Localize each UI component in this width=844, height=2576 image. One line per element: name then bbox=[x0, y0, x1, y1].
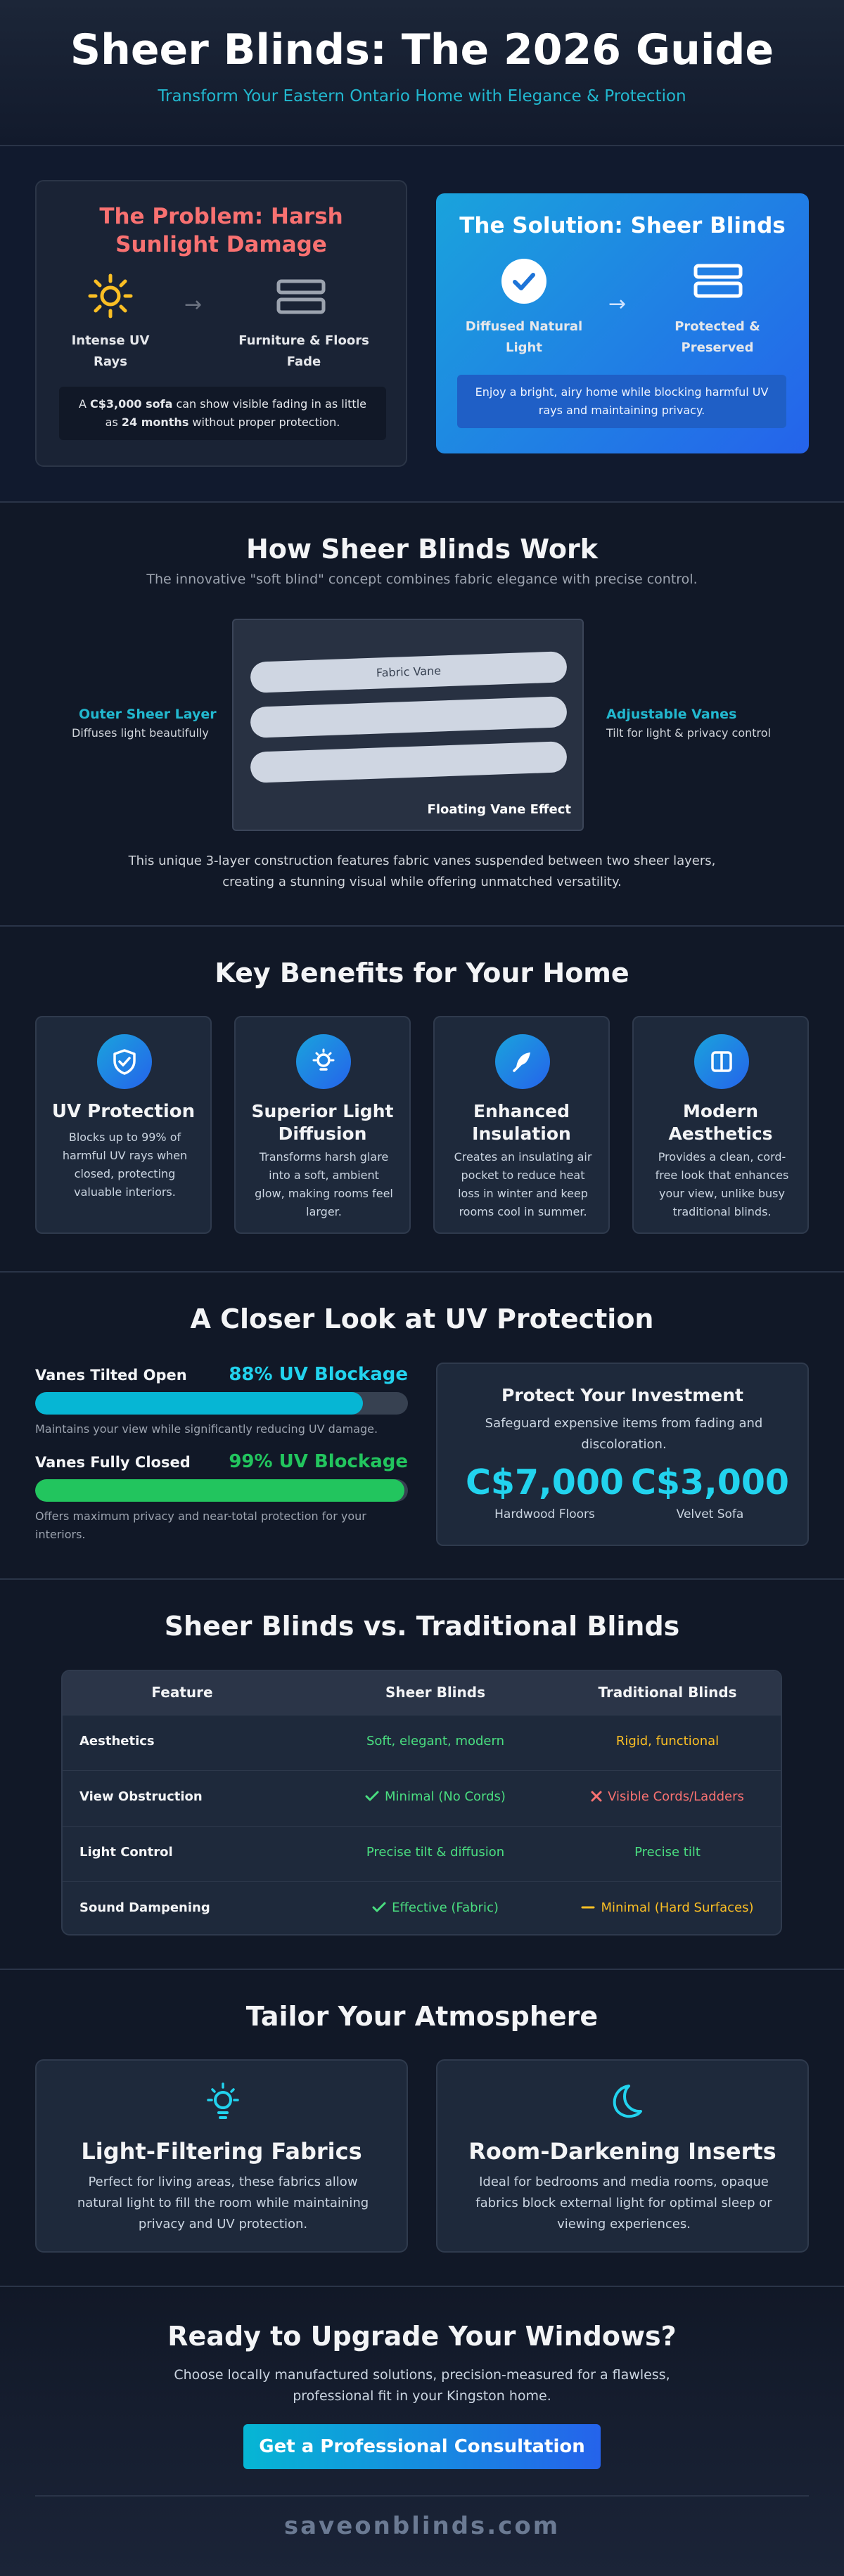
table-cell-sheer: Soft, elegant, modern bbox=[366, 1734, 504, 1749]
blinds-icon bbox=[693, 264, 743, 299]
comparison-title: Sheer Blinds vs. Traditional Blinds bbox=[164, 1611, 680, 1642]
solution-item-protected: Protected & Preserved bbox=[674, 319, 760, 355]
minus-icon bbox=[581, 1900, 601, 1915]
problem-note-text: A bbox=[79, 397, 91, 411]
table-row bbox=[63, 1715, 781, 1770]
uv-bar-open-fill bbox=[35, 1392, 363, 1415]
tailor-section bbox=[0, 1970, 844, 2287]
column-header: Feature bbox=[151, 1684, 213, 1701]
fabric-vane bbox=[250, 651, 567, 693]
arrow-right-icon: → bbox=[608, 292, 627, 316]
blind-diagram bbox=[232, 619, 584, 831]
room-darkening-text: Ideal for bedrooms and media rooms, opaque fabrics block external light for optimal sleep or viewing experiences. bbox=[475, 2175, 772, 2232]
cta-title: Ready to Upgrade Your Windows? bbox=[167, 2321, 677, 2352]
how-it-works-section bbox=[0, 503, 844, 927]
light-filtering-title: Light-Filtering Fabrics bbox=[81, 2138, 362, 2165]
table-cell-sheer: Precise tilt & diffusion bbox=[366, 1845, 505, 1860]
problem-item-fade: Furniture & Floors Fade bbox=[238, 333, 369, 369]
feather-icon bbox=[495, 1034, 550, 1089]
invest-card bbox=[436, 1363, 809, 1546]
bar-open-value: 88% UV Blockage bbox=[229, 1364, 408, 1385]
x-icon bbox=[591, 1789, 608, 1804]
invest-title: Protect Your Investment bbox=[501, 1385, 743, 1405]
uv-bar-closed bbox=[35, 1479, 408, 1502]
benefit-text: Provides a clean, cord-free look that enhances your view, unlike busy traditional blinds. bbox=[655, 1150, 789, 1218]
problem-note bbox=[59, 387, 386, 440]
bar-closed-label: Vanes Fully Closed bbox=[35, 1454, 191, 1471]
benefit-text: Blocks up to 99% of harmful UV rays when closed, protecting valuable interiors. bbox=[62, 1131, 188, 1199]
problem-note-text: without proper protection. bbox=[188, 416, 340, 429]
benefit-title: UV Protection bbox=[51, 1101, 196, 1122]
benefit-title: Modern Aesthetics bbox=[668, 1101, 773, 1144]
bar-closed-value: 99% UV Blockage bbox=[229, 1451, 408, 1472]
table-cell-text: Effective (Fabric) bbox=[392, 1900, 499, 1915]
light-filtering-card bbox=[35, 2059, 408, 2253]
benefits-section bbox=[0, 927, 844, 1273]
table-row bbox=[63, 1826, 781, 1881]
column-header: Traditional Blinds bbox=[598, 1684, 737, 1701]
fabric-vane bbox=[250, 696, 567, 738]
bar-open-label: Vanes Tilted Open bbox=[35, 1367, 187, 1384]
footer-divider bbox=[35, 2495, 809, 2497]
benefit-card-uv bbox=[35, 1016, 212, 1234]
check-icon bbox=[372, 1900, 392, 1915]
table-cell-traditional: Precise tilt bbox=[634, 1845, 701, 1860]
benefit-card-diffusion bbox=[234, 1016, 411, 1234]
problem-item-uv: Intense UV Rays bbox=[71, 333, 150, 369]
problem-card bbox=[35, 180, 407, 467]
tailor-title: Tailor Your Atmosphere bbox=[245, 2001, 599, 2032]
uv-protection-section bbox=[0, 1273, 844, 1580]
cta-text: Choose locally manufactured solutions, precision-measured for a flawless, professional fit in your Kingston home. bbox=[174, 2367, 670, 2404]
problem-note-sofa: C$3,000 sofa bbox=[90, 397, 173, 411]
how-description: This unique 3-layer construction features fabric vanes suspended between two sheer layers, creating a stunning visual while offering unmatched versatility. bbox=[128, 854, 716, 889]
room-darkening-card bbox=[436, 2059, 809, 2253]
table-cell-feature: Light Control bbox=[79, 1845, 173, 1860]
consultation-button[interactable]: Get a Professional Consultation bbox=[243, 2424, 601, 2469]
table-cell-text: Minimal (Hard Surfaces) bbox=[601, 1900, 754, 1915]
bar-closed-note: Offers maximum privacy and near-total protection for your interiors. bbox=[35, 1509, 366, 1541]
cta-section bbox=[0, 2287, 844, 2576]
shield-check-icon bbox=[97, 1034, 152, 1089]
moon-icon bbox=[606, 2082, 644, 2124]
table-cell-text: Visible Cords/Ladders bbox=[608, 1789, 744, 1804]
table-cell-traditional: Rigid, functional bbox=[615, 1734, 720, 1749]
benefit-card-insulation bbox=[433, 1016, 610, 1234]
problem-title: The Problem: Harsh Sunlight Damage bbox=[99, 204, 343, 257]
column-header: Sheer Blinds bbox=[385, 1684, 485, 1701]
outer-layer-text: Diffuses light beautifully bbox=[72, 726, 209, 740]
table-row bbox=[63, 1881, 781, 1936]
table-cell-text: Minimal (No Cords) bbox=[385, 1789, 506, 1804]
lightbulb-icon bbox=[296, 1034, 351, 1089]
page-subtitle: Transform Your Eastern Ontario Home with Elegance & Protection bbox=[158, 87, 686, 105]
problem-note-text: can show visible fading in as little as bbox=[105, 397, 366, 429]
lightbulb-icon bbox=[205, 2082, 241, 2124]
fabric-vane-label: Fabric Vane bbox=[376, 664, 442, 680]
check-circle-icon bbox=[501, 258, 547, 304]
table-cell-traditional bbox=[569, 1789, 766, 1804]
check-icon bbox=[365, 1789, 385, 1804]
uv-bar-open bbox=[35, 1392, 408, 1415]
benefit-title: Enhanced Insulation bbox=[472, 1101, 571, 1144]
page-title: Sheer Blinds: The 2026 Guide bbox=[70, 25, 774, 75]
price-hardwood: C$7,000 bbox=[465, 1462, 625, 1502]
how-title: How Sheer Blinds Work bbox=[246, 534, 598, 565]
table-cell-sheer bbox=[344, 1900, 527, 1915]
comparison-table bbox=[61, 1670, 782, 1936]
price-hardwood-label: Hardwood Floors bbox=[494, 1507, 595, 1521]
benefit-text: Transforms harsh glare into a soft, ambient glow, making rooms feel larger. bbox=[255, 1150, 393, 1218]
comparison-section bbox=[0, 1580, 844, 1970]
outer-layer-heading: Outer Sheer Layer bbox=[79, 707, 217, 722]
table-row bbox=[63, 1770, 781, 1826]
table-cell-feature: Sound Dampening bbox=[79, 1900, 210, 1915]
arrow-right-icon: → bbox=[184, 292, 203, 317]
room-darkening-title: Room-Darkening Inserts bbox=[468, 2138, 776, 2165]
benefit-title: Superior Light Diffusion bbox=[251, 1101, 394, 1144]
panel-icon bbox=[694, 1034, 749, 1089]
fabric-vane bbox=[250, 741, 567, 783]
table-cell-feature: View Obstruction bbox=[79, 1789, 203, 1804]
solution-note: Enjoy a bright, airy home while blocking harmful UV rays and maintaining privacy. bbox=[457, 375, 786, 428]
bar-open-note: Maintains your view while significantly reducing UV damage. bbox=[35, 1422, 378, 1436]
solution-card bbox=[436, 193, 809, 453]
diagram-caption: Floating Vane Effect bbox=[427, 802, 571, 817]
light-filtering-text: Perfect for living areas, these fabrics allow natural light to fill the room while maintaining privacy and UV protection. bbox=[77, 2175, 369, 2232]
solution-title: The Solution: Sheer Blinds bbox=[459, 213, 786, 238]
table-cell-feature: Aesthetics bbox=[79, 1734, 155, 1749]
furniture-icon bbox=[276, 278, 326, 316]
problem-solution-section bbox=[0, 146, 844, 503]
benefit-card-aesthetics bbox=[632, 1016, 809, 1234]
price-sofa-label: Velvet Sofa bbox=[676, 1507, 744, 1521]
benefits-title: Key Benefits for Your Home bbox=[215, 958, 629, 988]
benefit-text: Creates an insulating air pocket to reduce heat loss in winter and keep rooms cool in summer. bbox=[454, 1150, 592, 1218]
solution-item-light: Diffused Natural Light bbox=[465, 319, 583, 355]
vanes-heading: Adjustable Vanes bbox=[606, 707, 737, 722]
price-sofa: C$3,000 bbox=[630, 1462, 790, 1502]
table-cell-sheer bbox=[344, 1789, 527, 1804]
sun-icon bbox=[87, 273, 134, 319]
brand-name: saveonblinds.com bbox=[283, 2512, 561, 2540]
table-cell-traditional bbox=[569, 1900, 766, 1915]
uv-title: A Closer Look at UV Protection bbox=[190, 1303, 654, 1334]
invest-text: Safeguard expensive items from fading and discoloration. bbox=[485, 1416, 763, 1452]
page-header bbox=[0, 0, 844, 146]
vanes-text: Tilt for light & privacy control bbox=[606, 726, 771, 740]
how-subtitle: The innovative "soft blind" concept combines fabric elegance with precise control. bbox=[146, 572, 698, 587]
problem-note-months: 24 months bbox=[121, 416, 189, 429]
table-header bbox=[63, 1671, 781, 1715]
uv-bar-closed-fill bbox=[35, 1479, 404, 1502]
